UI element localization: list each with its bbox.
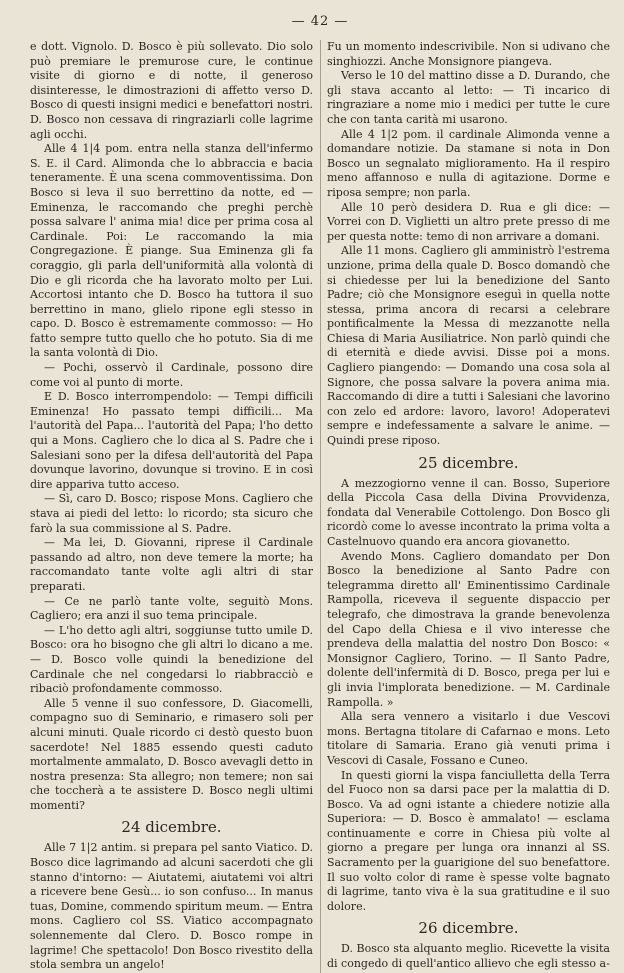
paragraph: — Pochi, osservò il Cardinale, possono dire come voi al punto di morte. bbox=[30, 361, 313, 389]
paragraph: Alle 7 1|2 antim. si prepara pel santo Viatico. D. Bosco dice lagrimando ad alcuni sacerdoti che gli stanno d'intorno: — Aiutatemi, aiutatemi voi altri a ricevere bene Gesù... io son confuso... In manus tuas, Domine, commendo spiritum meum. — Entra mons. Cagliero col SS. Viatico accompagnato solennemente dal Clero. D. Bosco rompe in lagrime! Che spettacolo! Don Bosco rivestito della stola sembra un angelo! bbox=[30, 841, 313, 972]
paragraph: A mezzogiorno venne il can. Bosso, Superiore della Piccola Casa della Divina Provvidenza, fondata dal Venerabile Cottolengo. Don Bosco gli ricordò come lo avesse incontrato la prima volta a Castelnuovo quando era ancora giovanetto. bbox=[327, 476, 610, 548]
paragraph: e dott. Vignolo. D. Bosco è più sollevato. Dio solo può premiare le premurose cure, le continue visite di giorno e di notte, il generoso disinteresse, le dimostrazioni di affetto verso D. Bosco di questi insigni medici e benefattori nostri. D. Bosco non cessava di ringraziarli colle lagrime agli occhi. bbox=[30, 40, 313, 141]
right-column bbox=[327, 40, 610, 972]
paragraph: Verso le 10 del mattino disse a D. Durando, che gli stava accanto al letto: — Ti incarico di ringraziare a nome mio i medici per tutte le cure che con tanta carità mi usarono. bbox=[327, 69, 610, 126]
paragraph: Alle 10 però desidera D. Rua e gli dice: — Vorrei con D. Viglietti un altro prete presso di me per questa notte: temo di non arrivare a domani. bbox=[327, 200, 610, 243]
paragraph: D. Bosco sta alquanto meglio. Ricevette la visita di congedo di quell'antico allievo che egli stesso a- bbox=[327, 942, 610, 971]
paragraph: — Ma lei, D. Giovanni, riprese il Cardinale passando ad altro, non deve temere la morte; ha raccomandato tante volte agli altri di star preparati. bbox=[30, 536, 313, 593]
paragraph: Alle 5 venne il suo confessore, D. Giacomelli, compagno suo di Seminario, e rimasero soli per alcuni minuti. Quale ricordo ci destò questo buon sacerdote! Nel 1885 essendo questi caduto mortalmente ammalato, D. Bosco avevagli detto in nostra presenza: Sta allegro; non temere; non sai che toccherà a te assistere D. Bosco negli ultimi momenti? bbox=[30, 696, 313, 812]
section-heading: 25 dicembre. bbox=[418, 453, 519, 472]
paragraph: — Sì, caro D. Bosco; rispose Mons. Cagliero che stava ai piedi del letto: lo ricordo; sta sicuro che farò la sua commissione al S. Padre. bbox=[30, 492, 313, 535]
page-number: — 42 — bbox=[291, 14, 349, 29]
paragraph: Avendo Mons. Cagliero domandato per Don Bosco la benedizione al Santo Padre con telegramma diretto all' Eminentissimo Cardinale Rampolla, riceveva il seguente dispaccio per telegrafo, che dimostrava la grande benevolenza del Capo della Chiesa e il vivo interesse che prendeva della malattia del nostro Don Bosco: « Monsignor Cagliero, Torino. — Il Santo Padre, dolente dell'infermità di D. Bosco, prega per lui e gli invia l'implorata benedizione. — M. Cardinale Rampolla. » bbox=[327, 549, 610, 709]
paragraph: Alle 4 1|4 pom. entra nella stanza dell'infermo S. E. il Card. Alimonda che lo abbraccia e bacia teneramente. È una scena commoventissima. Don Bosco si leva il suo berrettino da notte, ed — Eminenza, le raccomando che preghi perchè possa salvare l' anima mia! dice per prima cosa al Cardinale. Poi: Le raccomando la mia Congregazione. È piange. Sua Eminenza gli fa coraggio, gli parla dell'uniformità alla volontà di Dio e gli ricorda che ha lavorato molto per Lui. Accortosi intanto che D. Bosco ha tuttora il suo berrettino in mano, glielo ripone egli stesso in capo. D. Bosco è estremamente commosso: — Ho fatto sempre tutto quello che ho potuto. Sia di me la santa volontà di Dio. bbox=[30, 142, 313, 360]
section-heading: 26 dicembre. bbox=[418, 919, 519, 938]
paragraph: Alle 4 1|2 pom. il cardinale Alimonda venne a domandare notizie. Da stamane si nota in Don Bosco un segnalato miglioramento. Ha il respiro meno affannoso e nulla di agitazione. Dorme e riposa sempre; non parla. bbox=[327, 127, 610, 199]
left-column bbox=[30, 40, 313, 973]
paragraph: — L'ho detto agli altri, soggiunse tutto umile D. Bosco: ora ho bisogno che gli altri lo dicano a me. — D. Bosco volle quindi la benedizione del Cardinale che nel congedarsi lo riabbracciò e ribaciò profondamente commosso. bbox=[30, 623, 313, 696]
section-heading: 24 dicembre. bbox=[121, 818, 222, 837]
text-columns bbox=[30, 40, 610, 973]
paragraph: In questi giorni la vispa fanciulletta della Terra del Fuoco non sa darsi pace per la malattia di D. Bosco. Va ad ogni istante a chiedere notizie alla Superiora: — D. Bosco è ammalato! — esclama continuamente e corre in Chiesa più volte al giorno a pregare per lunga ora innanzi al SS. Sacramento per la guarigione del suo benefattore. Il suo volto color di rame è spesse volte bagnato di lagrime, tanto viva è la sua gratitudine e il suo dolore. bbox=[327, 768, 610, 913]
paragraph: Alle 11 mons. Cagliero gli amministrò l'estrema unzione, prima della quale D. Bosco domandò che si chiedesse per lui la benedizione del Santo Padre; ciò che Monsignore eseguì in quella notte stessa, prima ancora di recarsi a celebrare pontificalmente la Messa di mezzanotte nella Chiesa di Maria Ausiliatrice. Non parlò quindi che di eternità e diede avvisi. Disse poi a mons. Cagliero piangendo: — Domando una cosa sola al Signore, che possa salvare la povera anima mia. Raccomando di dire a tutti i Salesiani che lavorino con zelo ed ardore: lavoro, lavoro! Adoperatevi sempre e indefessamente a salvare le anime. — Quindi prese riposo. bbox=[327, 244, 610, 448]
paragraph: — Ce ne parlò tante volte, seguitò Mons. Cagliero; era anzi il suo tema principale. bbox=[30, 594, 313, 623]
paragraph: Fu un momento indescrivibile. Non si udivano che singhiozzi. Anche Monsignore piangeva. bbox=[327, 40, 610, 68]
paragraph: Alla sera vennero a visitarlo i due Vescovi mons. Bertagna titolare di Cafarnao e mons. Leto titolare di Samaria. Erano già venuti prima i Vescovi di Casale, Fossano e Cuneo. bbox=[327, 710, 610, 767]
column-divider bbox=[320, 40, 321, 973]
paragraph: E D. Bosco interrompendolo: — Tempi difficili Eminenza! Ho passato tempi difficili... Ma l'autorità del Papa... l'autorità del Papa; l'ho detto qui a Mons. Cagliero che lo dica al S. Padre che i Salesiani sono per la difesa dell'autorità del Papa dovunque lavorino, dovunque si trovino. E in così dire appariva tutto acceso. bbox=[30, 390, 313, 491]
